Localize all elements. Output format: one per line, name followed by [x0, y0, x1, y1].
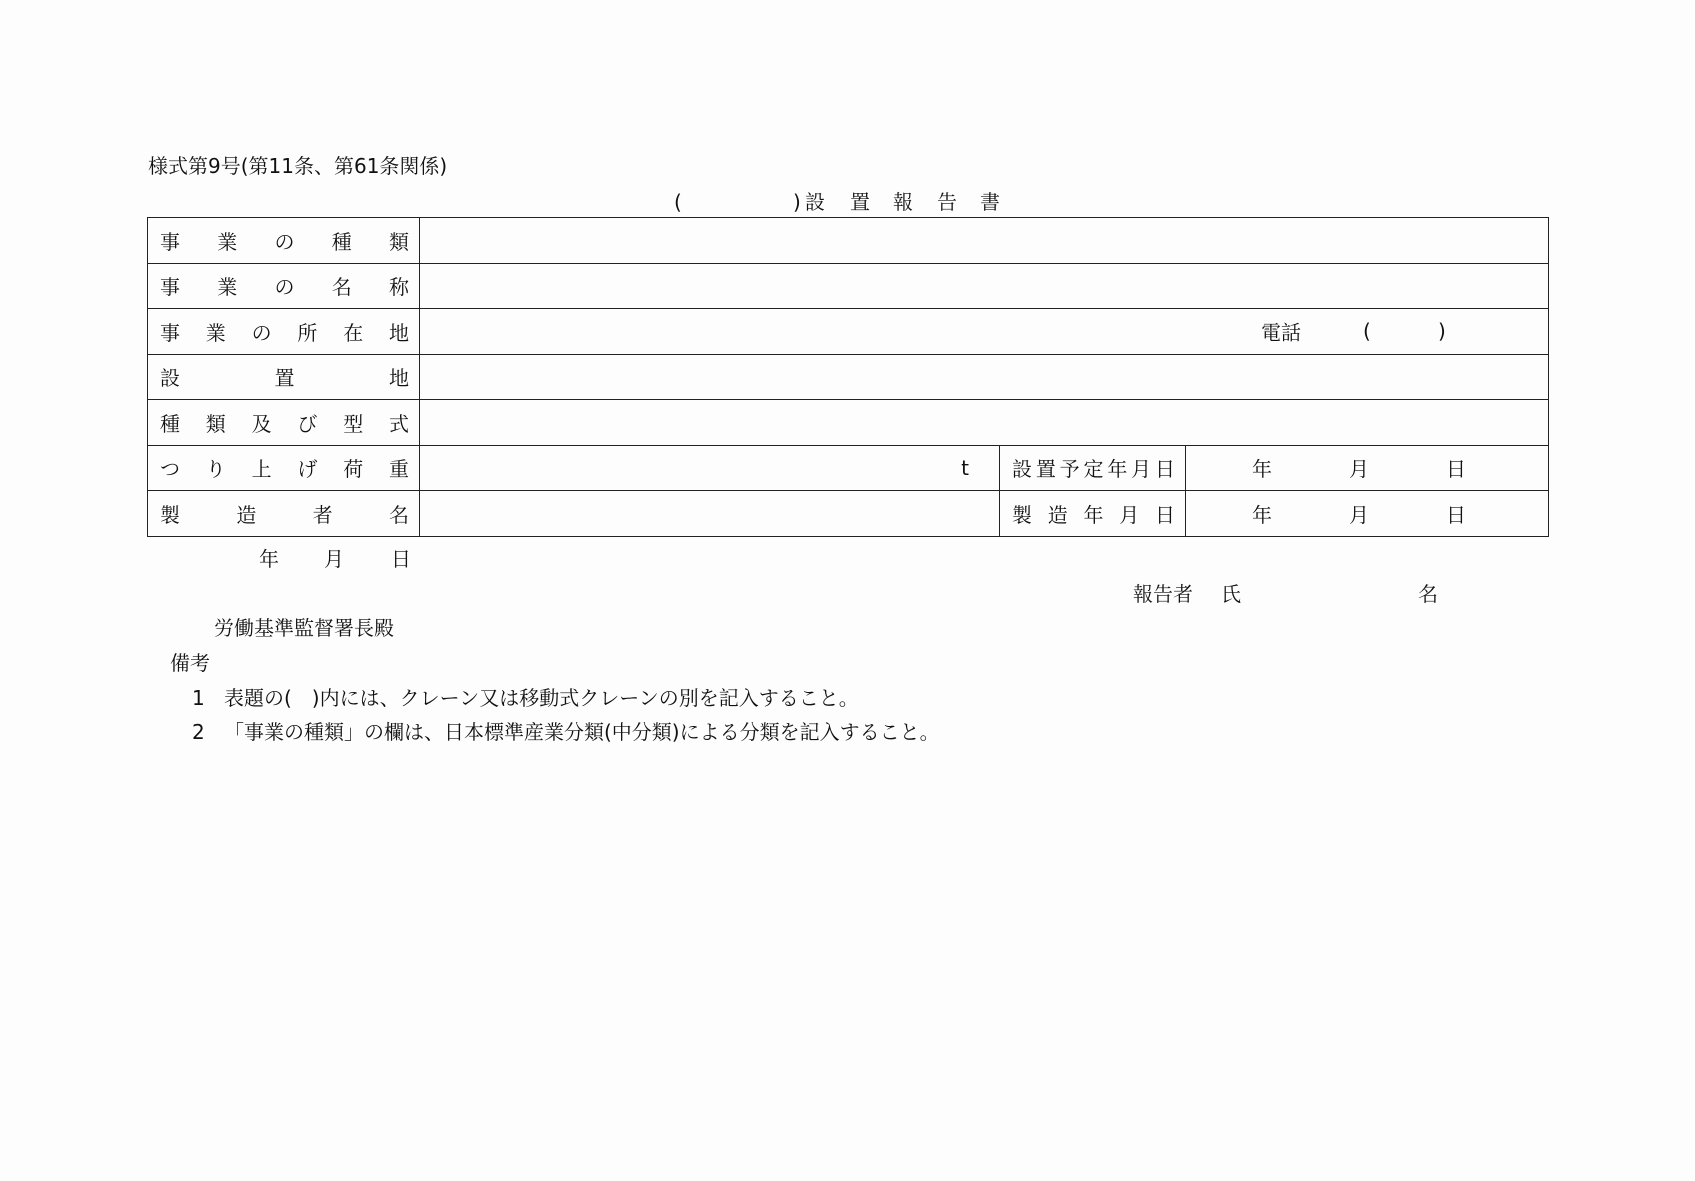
business-type-field[interactable]: [420, 218, 1549, 264]
type-model-field[interactable]: [420, 400, 1549, 446]
table-row: [148, 445, 1549, 491]
reporter-label: 報告者: [1133, 582, 1193, 606]
table-row: [148, 309, 1549, 355]
lifting-load-label: つ り 上 げ 荷 重: [148, 445, 420, 491]
business-address-field[interactable]: [420, 309, 1549, 355]
note-text: 「事業の種類」の欄は、日本標準産業分類(中分類)による分類を記入すること。: [224, 720, 940, 744]
title-open-paren: (: [674, 190, 682, 214]
date-month: 月: [324, 547, 344, 571]
business-name-field[interactable]: [420, 263, 1549, 309]
type-model-label: 種 類 及 び 型 式: [148, 400, 420, 446]
name-label-1: 氏: [1221, 582, 1241, 606]
notes-heading: 備考: [170, 651, 210, 675]
name-label-2: 名: [1418, 582, 1438, 606]
manufacturer-label: 製 造 者 名: [148, 491, 420, 537]
business-type-label: 事 業 の 種 類: [148, 218, 420, 264]
title-char: 報: [893, 190, 913, 214]
title-char: 告: [937, 190, 957, 214]
manufacture-date-label: 製 造 年 月 日: [1000, 491, 1186, 537]
table-row: [148, 263, 1549, 309]
install-site-field[interactable]: [420, 354, 1549, 400]
phone-open-paren: (: [1363, 319, 1371, 344]
planned-install-date-label: 設 置 予 定 年 月 日: [1000, 445, 1186, 491]
title-char: 置: [850, 190, 870, 214]
business-address-label: 事 業 の 所 在 地: [148, 309, 420, 355]
title-char: 書: [980, 190, 1000, 214]
phone-close-paren: ): [1438, 319, 1446, 344]
ton-unit: t: [961, 455, 969, 480]
date-day: 日: [391, 547, 411, 571]
addressee: 労働基準監督署長殿: [214, 616, 394, 640]
note-number: 2: [192, 720, 205, 744]
table-row: [148, 354, 1549, 400]
form-number: 様式第9号(第11条、第61条関係): [148, 154, 448, 178]
date-year: 年: [259, 547, 279, 571]
table-row: [148, 491, 1549, 537]
manufacturer-field[interactable]: [420, 491, 1000, 537]
manufacture-date-field[interactable]: 年 月 日: [1186, 491, 1549, 537]
planned-install-date-field[interactable]: 年 月 日: [1186, 445, 1549, 491]
business-name-label: 事 業 の 名 称: [148, 263, 420, 309]
phone-label: 電話: [1261, 320, 1301, 345]
title-char: 設: [805, 190, 825, 214]
note-text: 表題の( )内には、クレーン又は移動式クレーンの別を記入すること。: [224, 686, 859, 710]
table-row: [148, 400, 1549, 446]
note-number: 1: [192, 686, 205, 710]
install-site-label: 設 置 地: [148, 354, 420, 400]
table-row: [148, 218, 1549, 264]
lifting-load-field[interactable]: [420, 445, 1000, 491]
title-close-paren: ): [793, 190, 801, 214]
report-form-table: [147, 217, 1549, 537]
